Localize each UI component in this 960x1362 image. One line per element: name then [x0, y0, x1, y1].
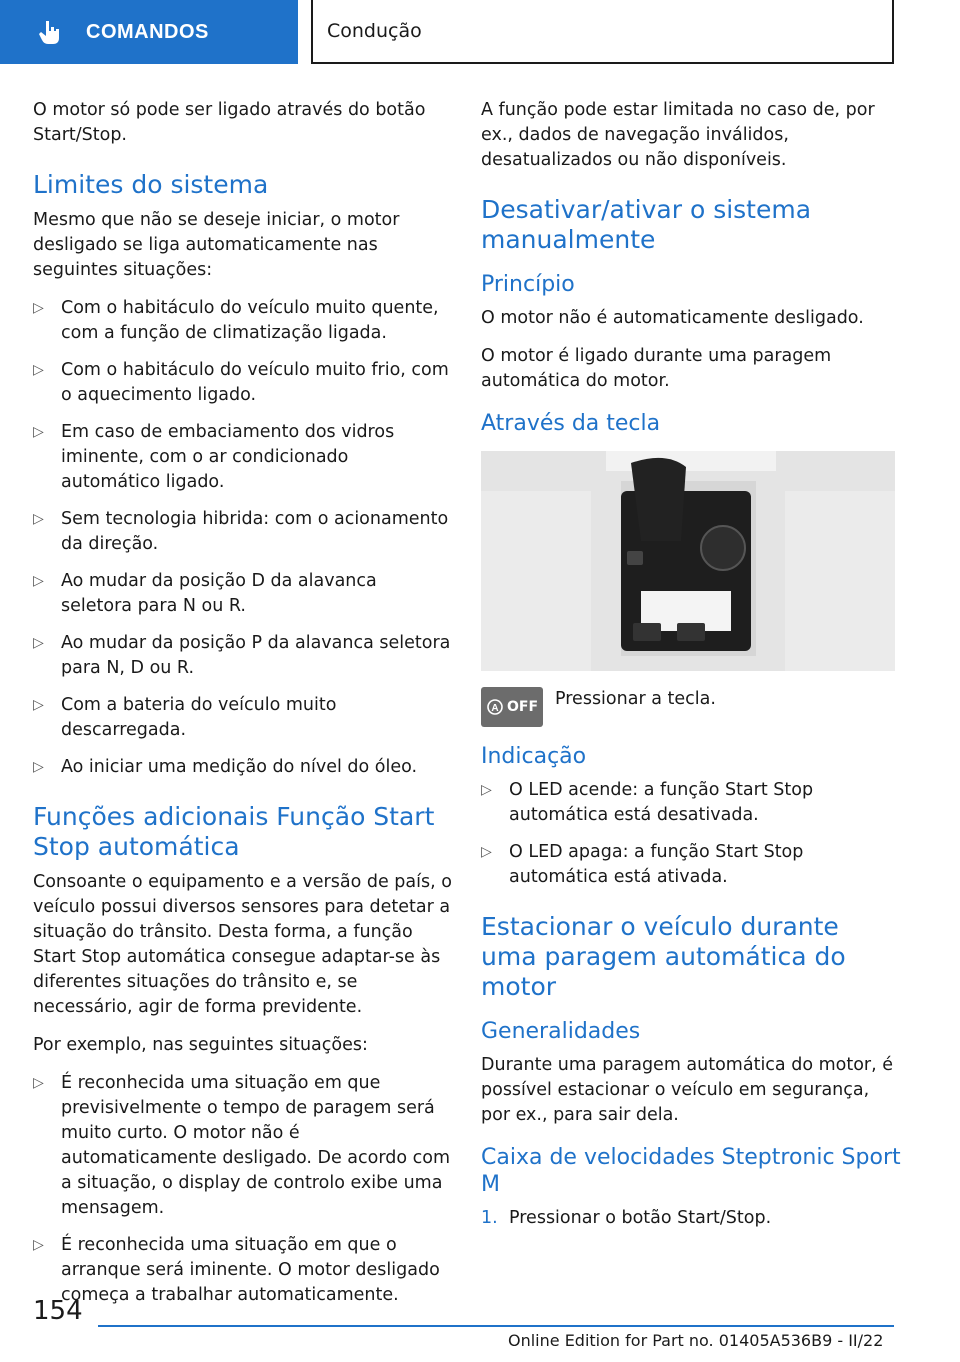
- heading-funcoes: Funções adicionais Função Start Stop automática: [33, 802, 435, 861]
- list-item: ▷ Em caso de embaciamento dos vidros iminente, com o ar condicionado automático ligado.: [33, 422, 395, 492]
- chapter-tab: [0, 0, 298, 64]
- intro-paragraph: O motor só pode ser ligado através do botão Start/Stop.: [33, 100, 426, 145]
- list-item: ▷ Com o habitáculo do veículo muito frio, com o aquecimento ligado.: [33, 360, 449, 405]
- auto-start-stop-icon: [486, 698, 504, 716]
- list-item: ▷ Com a bateria do veículo muito descarregada.: [33, 695, 337, 740]
- chapter-label: COMANDOS: [86, 20, 209, 43]
- list-item: ▷ O LED apaga: a função Start Stop automática está ativada.: [481, 842, 804, 887]
- triangle-bullet-icon: ▷: [33, 759, 44, 775]
- start-stop-off-button[interactable]: [481, 687, 543, 727]
- list-item: ▷ É reconhecida uma situação em que o arranque será iminente. O motor desligado começa a trabalhar automaticamente.: [33, 1235, 440, 1305]
- right-column: [481, 98, 901, 1231]
- exemplo-paragraph: Por exemplo, nas seguintes situações:: [33, 1035, 368, 1055]
- triangle-bullet-icon: ▷: [33, 424, 44, 440]
- triangle-bullet-icon: ▷: [33, 697, 44, 713]
- step-number: 1.: [481, 1208, 498, 1228]
- limitation-paragraph: A função pode estar limitada no caso de, por ex., dados de navegação inválidos, desatualizados ou não disponíveis.: [481, 100, 875, 170]
- heading-caixa: Caixa de velocidades Steptronic Sport M: [481, 1145, 901, 1197]
- hand-pointer-icon: [36, 18, 64, 46]
- console-illustration: [481, 451, 895, 671]
- heading-estacionar: Estacionar o veículo durante uma paragem automática do motor: [481, 912, 846, 1001]
- section-title: Condução: [311, 0, 894, 64]
- principio-paragraph-2: O motor é ligado durante uma paragem automática do motor.: [481, 346, 832, 391]
- triangle-bullet-icon: ▷: [481, 782, 492, 798]
- list-item: ▷ Ao mudar da posição D da alavanca seletora para N ou R.: [33, 571, 377, 616]
- triangle-bullet-icon: ▷: [33, 1237, 44, 1253]
- list-item: ▷ O LED acende: a função Start Stop automática está desativada.: [481, 780, 814, 825]
- edition-text: Online Edition for Part no. 01405A536B9 - II/22: [508, 1331, 884, 1350]
- left-column: [33, 98, 453, 1320]
- list-item: ▷ Ao iniciar uma medição do nível do óleo.: [33, 755, 453, 780]
- heading-tecla: Através da tecla: [481, 411, 661, 436]
- triangle-bullet-icon: ▷: [33, 362, 44, 378]
- step-item: 1. Pressionar o botão Start/Stop.: [481, 1206, 901, 1231]
- exemplo-list: [33, 1071, 453, 1308]
- button-instruction: [481, 687, 901, 727]
- heading-indicacao: Indicação: [481, 744, 587, 769]
- steps-list: [481, 1206, 901, 1231]
- list-item: ▷ Sem tecnologia hibrida: com o acionamento da direção.: [33, 509, 449, 554]
- triangle-bullet-icon: ▷: [33, 635, 44, 651]
- triangle-bullet-icon: ▷: [33, 1075, 44, 1091]
- list-item: ▷ É reconhecida uma situação em que previsivelmente o tempo de paragem será muito curto. O motor não é automaticamente desligado. De acordo com a situação, o display de controlo exibe uma mensagem.: [33, 1073, 450, 1218]
- svg-text:A: A: [491, 703, 499, 714]
- footer-divider: [98, 1325, 894, 1327]
- heading-desativar: Desativar/ativar o sistema manualmente: [481, 195, 812, 254]
- principio-paragraph-1: O motor não é automaticamente desligado.: [481, 308, 864, 328]
- heading-limites: Limites do sistema: [33, 170, 269, 199]
- triangle-bullet-icon: ▷: [33, 511, 44, 527]
- heading-principio: Princípio: [481, 272, 575, 297]
- limites-list: [33, 296, 453, 780]
- center-console-photo: [481, 451, 895, 671]
- page-number: 154: [33, 1296, 83, 1326]
- funcoes-paragraph: Consoante o equipamento e a versão de país, o veículo possui diversos sensores para detetar a situação do trânsito. Desta forma, a função Start Stop automática consegue adaptar-se às diferentes situações do trânsito e, se necessário, agir de forma previdente.: [33, 872, 452, 1017]
- off-label: OFF: [506, 698, 539, 715]
- limites-paragraph: Mesmo que não se deseje iniciar, o motor desligado se liga automaticamente nas seguintes situações:: [33, 210, 400, 280]
- triangle-bullet-icon: ▷: [481, 844, 492, 860]
- triangle-bullet-icon: ▷: [33, 300, 44, 316]
- press-instruction: Pressionar a tecla.: [555, 689, 716, 709]
- list-item: ▷ Com o habitáculo do veículo muito quente, com a função de climatização ligada.: [33, 298, 439, 343]
- heading-generalidades: Generalidades: [481, 1019, 641, 1044]
- indicacao-list: [481, 778, 901, 890]
- list-item: ▷ Ao mudar da posição P da alavanca seletora para N, D ou R.: [33, 633, 451, 678]
- triangle-bullet-icon: ▷: [33, 573, 44, 589]
- generalidades-paragraph: Durante uma paragem automática do motor, é possível estacionar o veículo em segurança, por ex., para sair dela.: [481, 1055, 894, 1125]
